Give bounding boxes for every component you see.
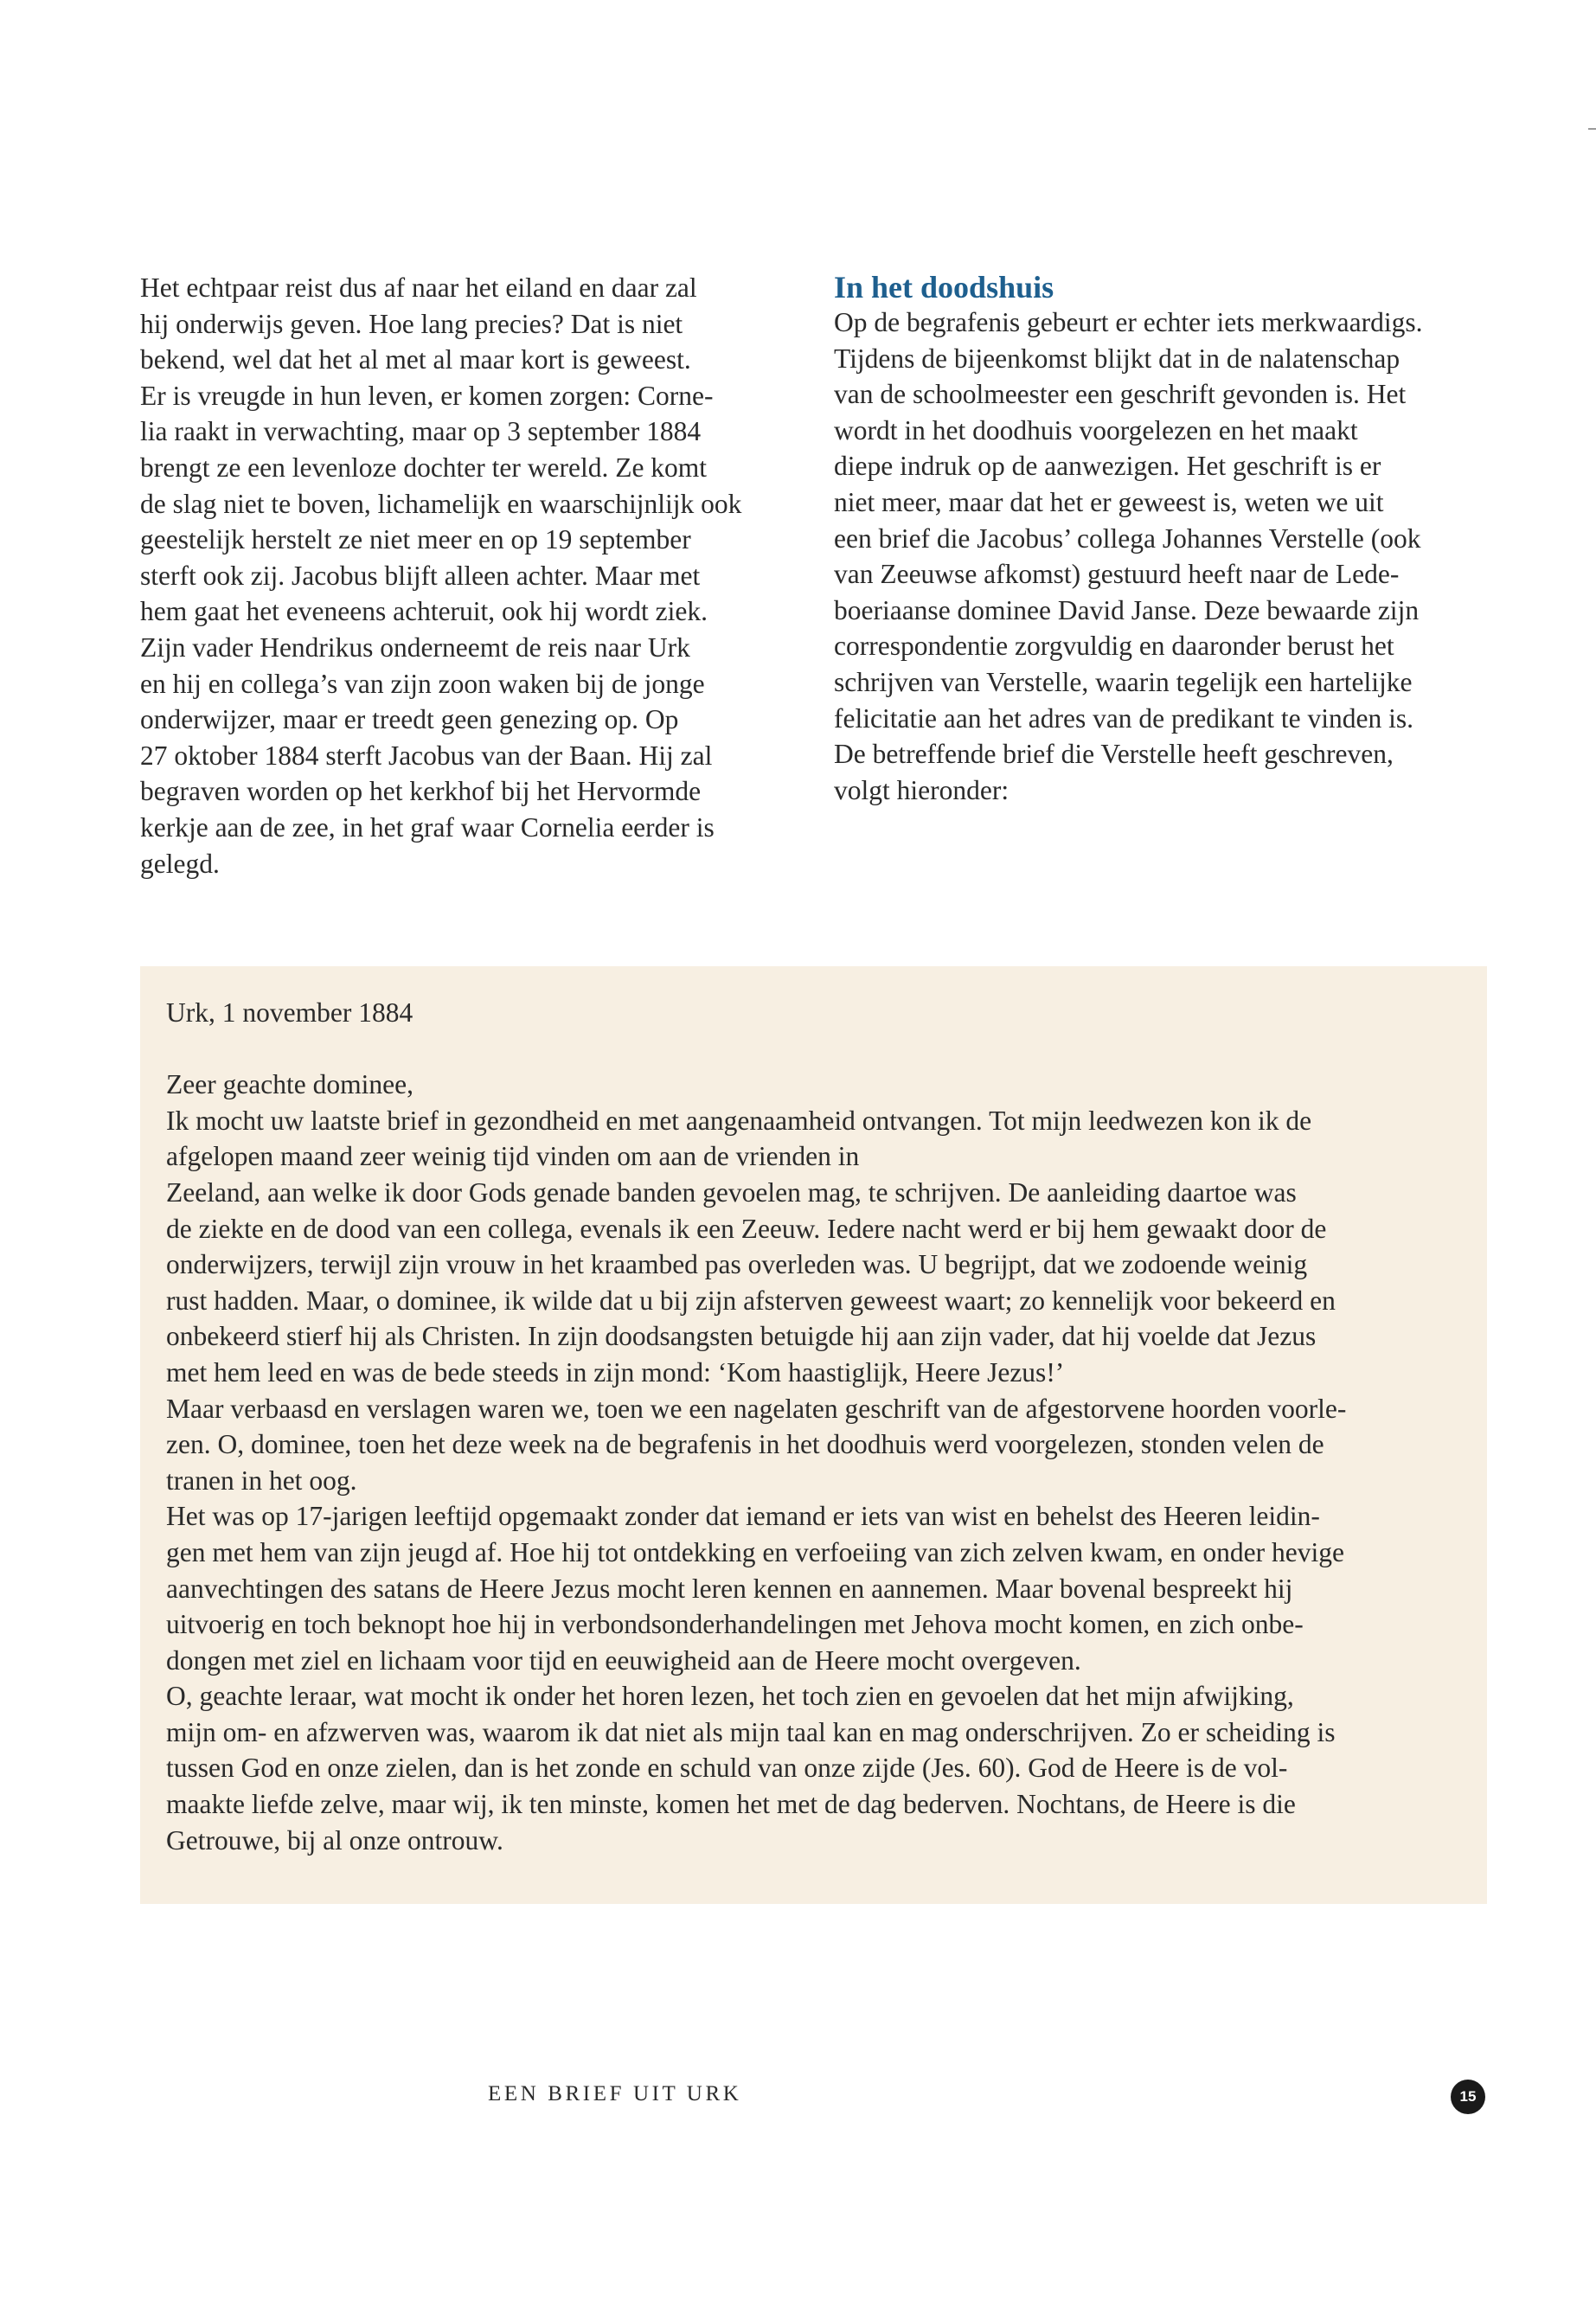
paragraph-line: felicitatie aan het adres van de predikant te vinden is. xyxy=(834,702,1413,734)
paragraph-line: van de schoolmeester een geschrift gevonden is. Het xyxy=(834,379,1407,410)
paragraph-line: Op de begrafenis gebeurt er echter iets merkwaardigs. xyxy=(834,307,1423,337)
letter-line: gen met hem van zijn jeugd af. Hoe hij tot ontdekking en verfoeiing van zich zelven kwam, en onder hevige xyxy=(166,1536,1344,1567)
paragraph-line: niet meer, maar dat het er geweest is, weten we uit xyxy=(834,486,1384,517)
paragraph-line: wordt in het doodhuis voorgelezen en het maakt xyxy=(834,414,1358,445)
letter-line: O, geachte leraar, wat mocht ik onder het horen lezen, het toch zien en gevoelen dat het mijn afwijking, xyxy=(166,1681,1294,1712)
letter-text xyxy=(166,995,1472,1858)
letter-line: dongen met ziel en lichaam voor tijd en eeuwigheid aan de Heere mocht overgeven. xyxy=(166,1644,1081,1676)
paragraph-line: sterft ook zij. Jacobus blijft alleen achter. Maar met xyxy=(140,560,701,591)
paragraph-line: hij onderwijs geven. Hoe lang precies? Dat is niet xyxy=(140,308,683,339)
letter-line: Getrouwe, bij al onze ontrouw. xyxy=(166,1824,503,1856)
letter-line: Het was op 17-jarigen leeftijd opgemaakt zonder dat iemand er iets van wist en behelst des Heeren leidin- xyxy=(166,1501,1320,1532)
paragraph-line: de slag niet te boven, lichamelijk en waarschijnlijk ook xyxy=(140,488,742,519)
paragraph-line: volgt hieronder: xyxy=(834,774,1010,805)
letter-line: rust hadden. Maar, o dominee, ik wilde dat u bij zijn afsterven geweest waart; zo kennelijk voor bekeerd en xyxy=(166,1285,1336,1316)
paragraph-line: van Zeeuwse afkomst) gestuurd heeft naar de Lede- xyxy=(834,559,1400,590)
paragraph-line: en hij en collega’s van zijn zoon waken bij de jonge xyxy=(140,668,705,699)
paragraph-line: diepe indruk op de aanwezigen. Het geschrift is er xyxy=(834,451,1381,482)
section-heading: In het doodshuis xyxy=(834,270,1054,304)
paragraph-line: De betreffende brief die Verstelle heeft geschreven, xyxy=(834,739,1394,770)
letter-line: tranen in het oog. xyxy=(166,1465,357,1496)
paragraph-line: Tijdens de bijeenkomst blijkt dat in de nalatenschap xyxy=(834,343,1401,374)
letter-line: Maar verbaasd en verslagen waren we, toen we een nagelaten geschrift van de afgestorvene hoorden voorle- xyxy=(166,1393,1347,1424)
letter-line: afgelopen maand zeer weinig tijd vinden om aan de vrienden in xyxy=(166,1141,860,1172)
letter-line: tussen God en onze zielen, dan is het zonde en schuld van onze zijde (Jes. 60). God de Heere is de vol- xyxy=(166,1753,1288,1784)
paragraph-line: boeriaanse dominee David Janse. Deze bewaarde zijn xyxy=(834,594,1420,625)
letter-line: Zeer geachte dominee, xyxy=(166,1069,413,1100)
letter-date: Urk, 1 november 1884 xyxy=(166,997,413,1028)
letter-line: maakte liefde zelve, maar wij, ik ten minste, komen het met de dag bederven. Nochtans, de Heere is die xyxy=(166,1789,1296,1820)
paragraph-line: onderwijzer, maar er treedt geen genezing op. Op xyxy=(140,704,679,735)
paragraph-line: gelegd. xyxy=(140,848,220,879)
letter-line: met hem leed en was de bede steeds in zijn mond: ‘Kom haastiglijk, Heere Jezus!’ xyxy=(166,1356,1065,1388)
paragraph-line: Het echtpaar reist dus af naar het eiland en daar zal xyxy=(140,272,697,303)
letter-line: Zeeland, aan welke ik door Gods genade banden gevoelen mag, te schrijven. De aanleiding daartoe was xyxy=(166,1176,1297,1208)
paragraph-line: hem gaat het eveneens achteruit, ook hij wordt ziek. xyxy=(140,596,708,627)
letter-line: aanvechtingen des satans de Heere Jezus mocht leren kennen en aannemen. Maar bovenal bespreekt hij xyxy=(166,1573,1293,1604)
paragraph-line: 27 oktober 1884 sterft Jacobus van der Baan. Hij zal xyxy=(140,740,713,771)
paragraph-line: Er is vreugde in hun leven, er komen zorgen: Corne- xyxy=(140,380,714,411)
paragraph-line: brengt ze een levenloze dochter ter wereld. Ze komt xyxy=(140,452,708,483)
paragraph-line: begraven worden op het kerkhof bij het Hervormde xyxy=(140,776,702,807)
paragraph-line: kerkje aan de zee, in het graf waar Cornelia eerder is xyxy=(140,811,715,843)
paragraph-line: geestelijk herstelt ze niet meer en op 19 september xyxy=(140,524,691,555)
paragraph-line: lia raakt in verwachting, maar op 3 september 1884 xyxy=(140,416,702,447)
letter-line: mijn om- en afzwerven was, waarom ik dat niet als mijn taal kan en mag onderschrijven. Zo er scheiding is xyxy=(166,1716,1336,1747)
letter-line: uitvoerig en toch beknopt hoe hij in verbondsonderhandelingen met Jehova mocht komen, en zich onbe- xyxy=(166,1609,1304,1640)
page-corner-mark xyxy=(1588,128,1596,130)
paragraph-line: een brief die Jacobus’ collega Johannes Verstelle (ook xyxy=(834,522,1421,554)
page-number-badge: 15 xyxy=(1451,2080,1485,2114)
paragraph-line: schrijven van Verstelle, waarin tegelijk een hartelijke xyxy=(834,666,1413,697)
letter-line: Ik mocht uw laatste brief in gezondheid en met aangenaamheid ontvangen. Tot mijn leedwezen kon ik de xyxy=(166,1105,1312,1136)
letter-line: de ziekte en de dood van een collega, evenals ik een Zeeuw. Iedere nacht werd er bij hem gewaakt door de xyxy=(166,1213,1327,1244)
right-column xyxy=(834,270,1491,808)
letter-line: zen. O, dominee, toen het deze week na de begrafenis in het doodhuis werd voorgelezen, stonden velen de xyxy=(166,1429,1324,1460)
paragraph-line: bekend, wel dat het al met al maar kort is geweest. xyxy=(140,344,691,375)
paragraph-line: correspondentie zorgvuldig en daaronder berust het xyxy=(834,631,1394,662)
left-column xyxy=(140,270,798,881)
letter-line: onbekeerd stierf hij als Christen. In zijn doodsangsten betuigde hij aan zijn vader, dat hij voelde dat Jezus xyxy=(166,1321,1317,1352)
letter-line: onderwijzers, terwijl zijn vrouw in het kraambed pas overleden was. U begrijpt, dat we zodoende weinig xyxy=(166,1249,1308,1280)
footer-title: EEN BRIEF UIT URK xyxy=(488,2082,742,2106)
paragraph-line: Zijn vader Hendrikus onderneemt de reis naar Urk xyxy=(140,631,690,663)
